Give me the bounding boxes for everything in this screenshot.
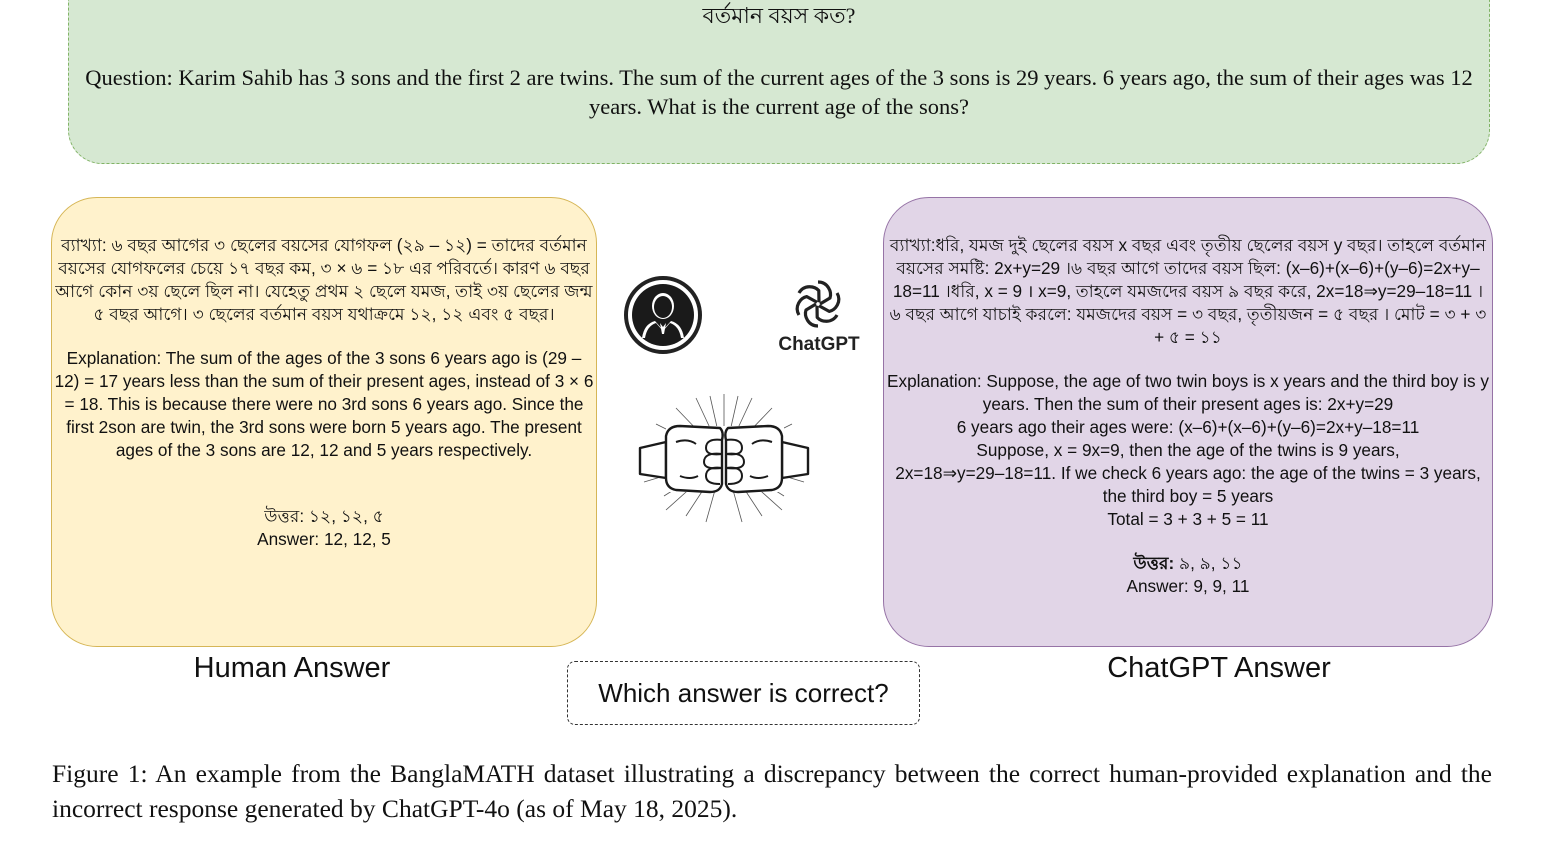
person-avatar-icon <box>622 274 704 356</box>
human-english-answer: Answer: 12, 12, 5 <box>257 529 391 549</box>
gpt-bengali-explanation: ব্যাখ্যা:ধরি, যমজ দুই ছেলের বয়স x বছর এবং তৃতীয় ছেলের বয়স y বছর। তাহলে বর্তমান বয়সের সমষ্টি: 2x+y=29 ।৬ বছর আগে তাদের বয়স ছিল: (x–6)+(x–6)+(y–6)=2x+y–18=11 ।ধরি, x = 9 । x=9, তাহলে যমজদের বয়স ৯ বছর করে, 2x=18⇒y=29–18=11 । ৬ বছর আগে যাচাই করলে: যমজদের বয়স = ৩ বছর, তৃতীয়জন = ৫ বছর । মোট = ৩ + ৩ + ৫ = ১১ <box>889 235 1487 347</box>
question-box <box>68 0 1490 164</box>
question-english: Question: Karim Sahib has 3 sons and the first 2 are twins. The sum of the current ages of the 3 sons is 29 years. 6 years ago, the sum of their ages was 12 years. What is the current age of the sons? <box>85 65 1473 119</box>
human-answer-label: Human Answer <box>193 652 391 684</box>
gpt-english-line: Explanation: Suppose, the age of two twin boys is x years and the third boy is y years. Then the sum of their present ages is: 2x+y=29 <box>887 371 1489 414</box>
chatgpt-logo-icon <box>788 274 848 334</box>
gpt-english-line: Total = 3 + 3 + 5 = 11 <box>1107 509 1269 529</box>
human-bengali-explanation: ব্যাখ্যা: ৬ বছর আগের ৩ ছেলের বয়সের যোগফল (২৯ – ১২) = তাদের বর্তমান বয়সের যোগফলের চেয়ে ১৭ বছর কম, ৩ × ৬ = ১৮ এর পরিবর্তে। কারণ ৬ বছর আগে কোন ৩য় ছেলে ছিল না। যেহেতু প্রথম ২ ছেলে যমজ, তাই ৩য় ছেলের জন্ম ৫ বছর আগে। ৩ ছেলের বর্তমান বয়স যথাক্রমে ১২, ১২ এবং ৫ বছর। <box>55 235 593 324</box>
gpt-english-line: Suppose, x = 9x=9, then the age of the twins is 9 years, <box>976 440 1400 460</box>
gpt-english-line: 6 years ago their ages were: (x–6)+(x–6)+(y–6)=2x+y–18=11 <box>956 417 1420 437</box>
which-answer-box: Which answer is correct? <box>567 661 920 725</box>
question-bengali-tail: বর্তমান বয়স কত? <box>702 3 856 28</box>
gpt-english-answer: Answer: 9, 9, 11 <box>1126 576 1250 596</box>
chatgpt-answer-label: ChatGPT Answer <box>1107 652 1331 684</box>
gpt-bengali-answer-value: ৯, ৯, ১১ <box>1174 553 1243 573</box>
human-bengali-answer: উত্তর: ১২, ১২, ৫ <box>264 506 384 526</box>
gpt-english-line: 2x=18⇒y=29–18=11. If we check 6 years ago: the age of the twins = 3 years, the third boy = 5 years <box>895 463 1481 506</box>
gpt-bengali-answer-label: উত্তর: <box>1133 553 1175 573</box>
fist-bump-icon <box>636 392 812 524</box>
gpt-bengali-answer <box>886 552 1490 575</box>
human-english-explanation: Explanation: The sum of the ages of the 3 sons 6 years ago is (29 – 12) = 17 years less than the sum of their present ages, instead of 3 × 6 = 18. This is because there were no 3rd sons 6 years ago. Since the first 2son are twin, the 3rd sons were born 5 years ago. The present ages of the 3 sons are 12, 12 and 5 years respectively. <box>54 348 594 460</box>
chatgpt-answer-card <box>883 197 1493 647</box>
human-answer-card <box>51 197 597 647</box>
chatgpt-logo-text: ChatGPT <box>778 334 860 355</box>
figure-caption: Figure 1: An example from the BanglaMATH dataset illustrating a discrepancy between the correct human-provided explanation and the incorrect response generated by ChatGPT-4o (as of May 18, 2025). <box>52 759 1492 823</box>
